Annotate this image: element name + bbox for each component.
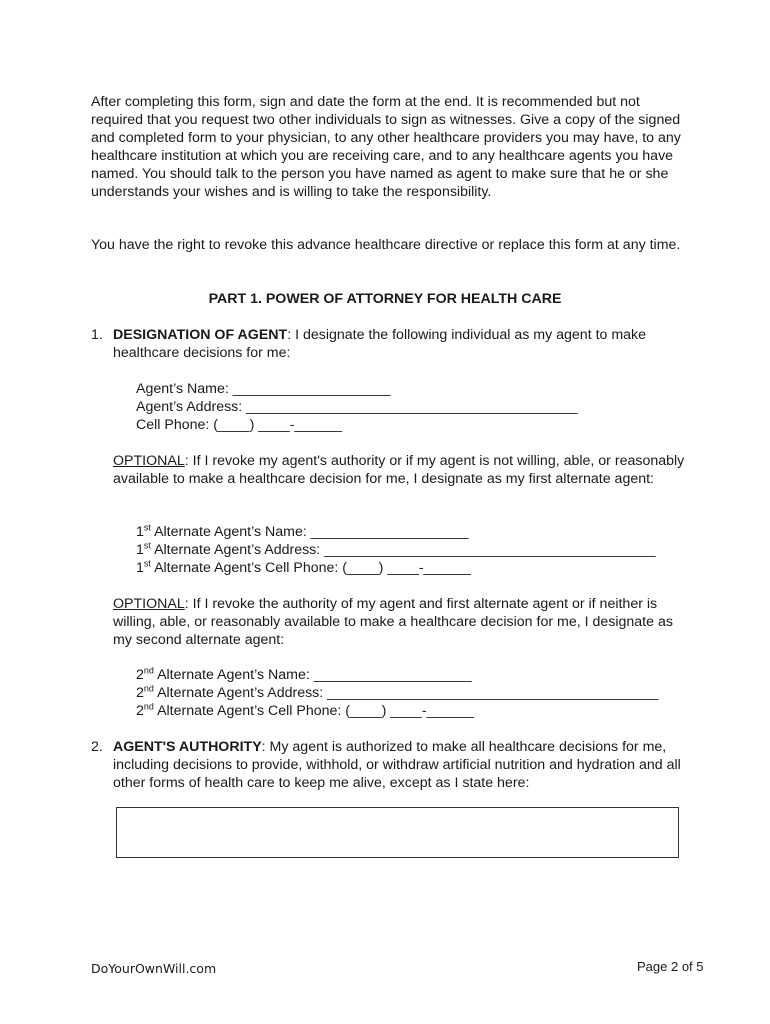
optional-second-alternate-paragraph xyxy=(113,595,693,649)
ordinal-number: 1 xyxy=(136,524,144,540)
intro-paragraph: After completing this form, sign and date the form at the end. It is recommended but not required that you request two other individuals to sign as witnesses. Give a copy of the signed and completed form to your physician, to any other healthcare providers you may have, to any healthcare institution at which you are receiving care, and to any healthcare agents you have named. You should talk to the person you have named as agent to make sure that he or she understands your wishes and is willing to take the responsibility. xyxy=(91,94,681,200)
first-alternate-name-field[interactable] xyxy=(136,523,469,541)
ordinal-number: 2 xyxy=(136,685,144,701)
item-body xyxy=(113,738,693,792)
agent-address-field[interactable]: Agent’s Address: __________________________________________ xyxy=(136,399,578,415)
item-text: : My agent is authorized to make all healthcare decisions for me, including decisions to provide, withhold, or withdraw artificial nutrition and hydration and all other forms of health care to keep me alive, except as I state here: xyxy=(113,739,681,791)
optional-text: : If I revoke my agent's authority or if my agent is not willing, able, or reasonably available to make a healthcare decision for me, I designate as my first alternate agent: xyxy=(113,453,685,487)
part-heading: PART 1. POWER OF ATTORNEY FOR HEALTH CARE xyxy=(208,291,562,307)
ordinal-number: 2 xyxy=(136,667,144,683)
ordinal-suffix: nd xyxy=(143,665,154,676)
first-alternate-address-field[interactable] xyxy=(136,541,656,559)
revoke-paragraph: You have the right to revoke this advance healthcare directive or replace this form at any time. xyxy=(91,237,681,253)
footer-site: DoYourOwnWill.com xyxy=(91,961,217,976)
optional-first-alternate-paragraph xyxy=(113,452,693,488)
optional-text: : If I revoke the authority of my agent and first alternate agent or if neither is willing, able, or reasonably available to make a healthcare decision for me, I designate as my second alternate agent: xyxy=(113,596,673,648)
agent-name-field[interactable]: Agent’s Name: ____________________ xyxy=(136,381,391,397)
authority-exceptions-textbox[interactable] xyxy=(116,807,679,858)
ordinal-suffix: st xyxy=(143,522,151,533)
agent-phone-field[interactable]: Cell Phone: (____) ____-______ xyxy=(136,417,342,433)
field-label: Alternate Agent’s Address: __________________________________________ xyxy=(150,542,656,558)
second-alternate-phone-field[interactable] xyxy=(136,702,474,720)
field-label: Alternate Agent’s Address: __________________________________________ xyxy=(153,685,659,701)
second-alternate-name-field[interactable] xyxy=(136,666,472,684)
ordinal-suffix: st xyxy=(143,558,151,569)
item-number: 1. xyxy=(91,327,103,343)
optional-label: OPTIONAL xyxy=(113,453,185,469)
ordinal-suffix: st xyxy=(143,540,151,551)
field-label: Alternate Agent’s Cell Phone: (____) ____-______ xyxy=(150,560,471,576)
item-text: : I designate the following individual as my agent to make healthcare decisions for me: xyxy=(113,327,647,361)
first-alternate-phone-field[interactable] xyxy=(136,559,471,577)
ordinal-suffix: nd xyxy=(143,701,154,712)
ordinal-number: 2 xyxy=(136,703,144,719)
item-number: 2. xyxy=(91,739,103,755)
optional-label: OPTIONAL xyxy=(113,596,185,612)
item-title: DESIGNATION OF AGENT xyxy=(113,327,288,343)
ordinal-suffix: nd xyxy=(143,683,154,694)
ordinal-number: 1 xyxy=(136,560,144,576)
field-label: Alternate Agent’s Cell Phone: (____) ____-______ xyxy=(153,703,474,719)
footer-page-number: Page 2 of 5 xyxy=(637,959,704,974)
ordinal-number: 1 xyxy=(136,542,144,558)
field-label: Alternate Agent’s Name: ____________________ xyxy=(150,524,469,540)
item-title: AGENT'S AUTHORITY xyxy=(113,739,262,755)
field-label: Alternate Agent’s Name: ____________________ xyxy=(153,667,472,683)
second-alternate-address-field[interactable] xyxy=(136,684,659,702)
item-body xyxy=(113,326,693,362)
